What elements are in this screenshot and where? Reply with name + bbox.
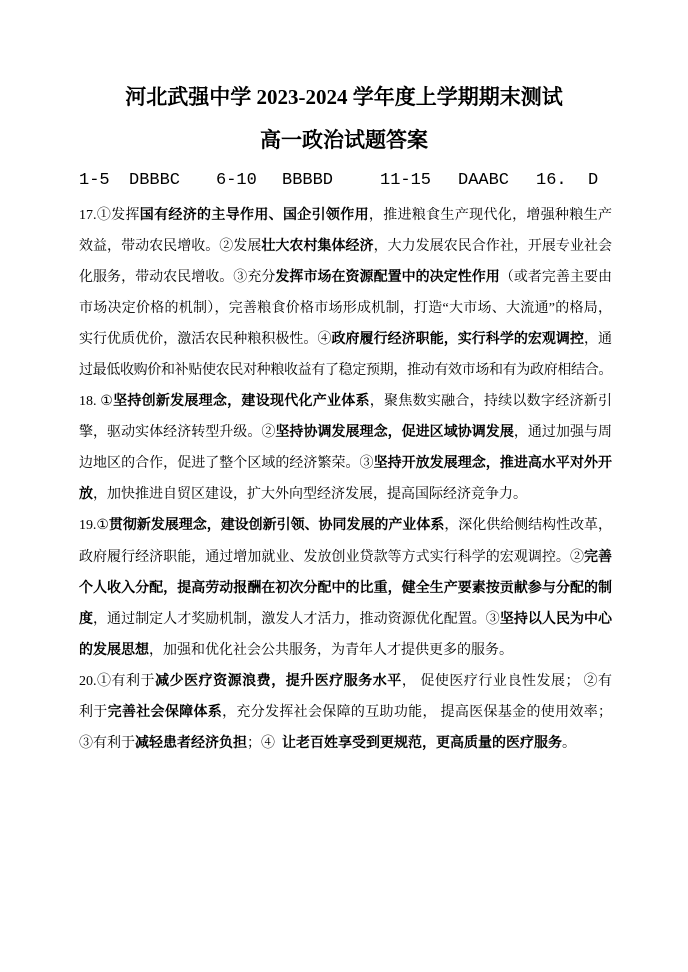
answer-paragraph (79, 386, 612, 510)
text-line (79, 417, 612, 448)
key-point-text: 坚持协调发展理念，促进区域协调发展 (275, 425, 514, 441)
body-text: 利于 (79, 705, 108, 720)
text-line (79, 510, 612, 541)
answer-paragraph (79, 510, 612, 665)
body-text: （或者完善主要由 (499, 269, 613, 285)
body-text: 化服务，带动农民增收。③充分 (79, 269, 276, 285)
text-line (79, 697, 612, 728)
choice-range: 6-10 (216, 171, 257, 190)
choice-range: 11-15 (380, 171, 432, 190)
key-point-text: 政府履行经济职能，实行科学的宏观调控 (331, 331, 584, 347)
page-title: 河北武强中学 2023-2024 学年度上学期期末测试 (125, 85, 563, 109)
body-text: ，推进粮食生产现代化，增强种粮生产 (368, 207, 613, 223)
key-point-text: 坚持以人民为中心 (499, 611, 613, 627)
choice-answer: BBBBD (282, 171, 334, 190)
choice-answer: DBBBC (129, 171, 181, 190)
key-point-text: 放 (79, 487, 93, 503)
text-line (79, 542, 612, 573)
body-text: ，聚焦数实融合，持续以数字经济新引 (369, 394, 612, 410)
key-point-text: 减少医疗资源浪费，提升医疗服务水平 (155, 673, 402, 689)
essay-answers (79, 200, 612, 760)
text-line (79, 635, 612, 666)
key-point-text: 坚持开放发展理念，推进高水平对外开 (373, 456, 613, 472)
body-text: 政府履行经济职能，通过增加就业、发放创业贷款等方式实行科学的宏观调控。② (79, 549, 584, 565)
body-text: 。 (562, 736, 576, 752)
body-text: 边地区的合作，促进了整个区域的经济繁荣。③ (79, 456, 374, 472)
body-text: ， 促使医疗行业良性发展； ②有 (401, 673, 613, 689)
text-line (79, 200, 612, 231)
key-point-text: 完善 (583, 549, 613, 565)
key-point-text: 完善社会保障体系 (107, 705, 223, 720)
answer-paragraph (79, 666, 612, 759)
text-line (79, 262, 612, 293)
key-point-text: 贯彻新发展理念，建设创新引领、协同发展的产业体系 (108, 518, 445, 534)
choice-answers-row (0, 171, 688, 191)
choice-range: 1-5 (79, 171, 110, 190)
key-point-text: 壮大农村集体经济 (261, 238, 374, 254)
body-text: 实行优质优价，激活农民种粮积极性。④ (79, 331, 332, 347)
body-text: 擎，驱动实体经济转型升级。② (79, 425, 276, 441)
body-text: 18. ① (79, 394, 114, 410)
text-line (79, 293, 612, 324)
body-text: 17.①发挥 (79, 207, 140, 223)
text-line (79, 324, 612, 355)
text-line (79, 355, 612, 386)
body-text: ，通过加强与周 (513, 425, 613, 441)
body-text: 过最低收购价和补贴使农民对种粮收益有了稳定预期，推动有效市场和有为政府相结合。 (79, 362, 612, 378)
text-line (79, 231, 612, 262)
key-point-text: 坚持创新发展理念，建设现代化产业体系 (113, 394, 370, 410)
text-line (79, 573, 612, 604)
key-point-text: 减轻患者经济负担 (135, 736, 247, 752)
text-line (79, 479, 612, 510)
body-text: ③有利于 (79, 736, 135, 752)
body-text: ，大力发展农民合作社，开展专业社会 (373, 238, 613, 254)
text-line (79, 728, 612, 759)
answer-paragraph (79, 200, 612, 387)
body-text: 20.①有利于 (79, 673, 156, 689)
body-text: ，通 (584, 331, 613, 347)
choice-answer: DAABC (458, 171, 510, 190)
text-line (79, 386, 612, 417)
key-point-text: 发挥市场在资源配置中的决定性作用 (275, 269, 500, 285)
body-text: ，加快推进自贸区建设，扩大外向型经济发展，提高国际经济竞争力。 (93, 487, 527, 503)
text-line (79, 604, 612, 635)
key-point-text: 个人收入分配，提高劳动报酬在初次分配中的比重，健全生产要素按贡献参与分配的制 (79, 580, 612, 596)
body-text: 市场决定价格的机制），完善粮食价格市场形成机制，打造“大市场、大流通”的格局， (79, 300, 612, 316)
key-point-text: 国有经济的主导作用、国企引领作用 (139, 207, 369, 223)
key-point-text: 让老百姓享受到更规范，更高质量的医疗服务 (282, 736, 562, 752)
body-text: 效益，带动农民增收。②发展 (79, 238, 262, 254)
text-line (79, 448, 612, 479)
body-text: ，加强和优化社会公共服务，为青年人才提供更多的服务。 (149, 642, 513, 658)
key-point-text: 度 (79, 611, 94, 627)
choice-answer: D (588, 171, 599, 190)
text-line (79, 666, 612, 697)
page-subtitle: 高一政治试题答案 (260, 128, 428, 152)
body-text: ，深化供给侧结构性改革， (444, 518, 612, 534)
body-text: ；④ (247, 736, 282, 752)
body-text: 19.① (79, 518, 109, 534)
choice-range: 16. (536, 171, 567, 190)
body-text: ，通过制定人才奖励机制，激发人才活力，推动资源优化配置。③ (93, 611, 500, 627)
body-text: ，充分发挥社会保障的互助功能， 提高医保基金的使用效率； (222, 705, 613, 720)
key-point-text: 的发展思想 (79, 642, 149, 658)
